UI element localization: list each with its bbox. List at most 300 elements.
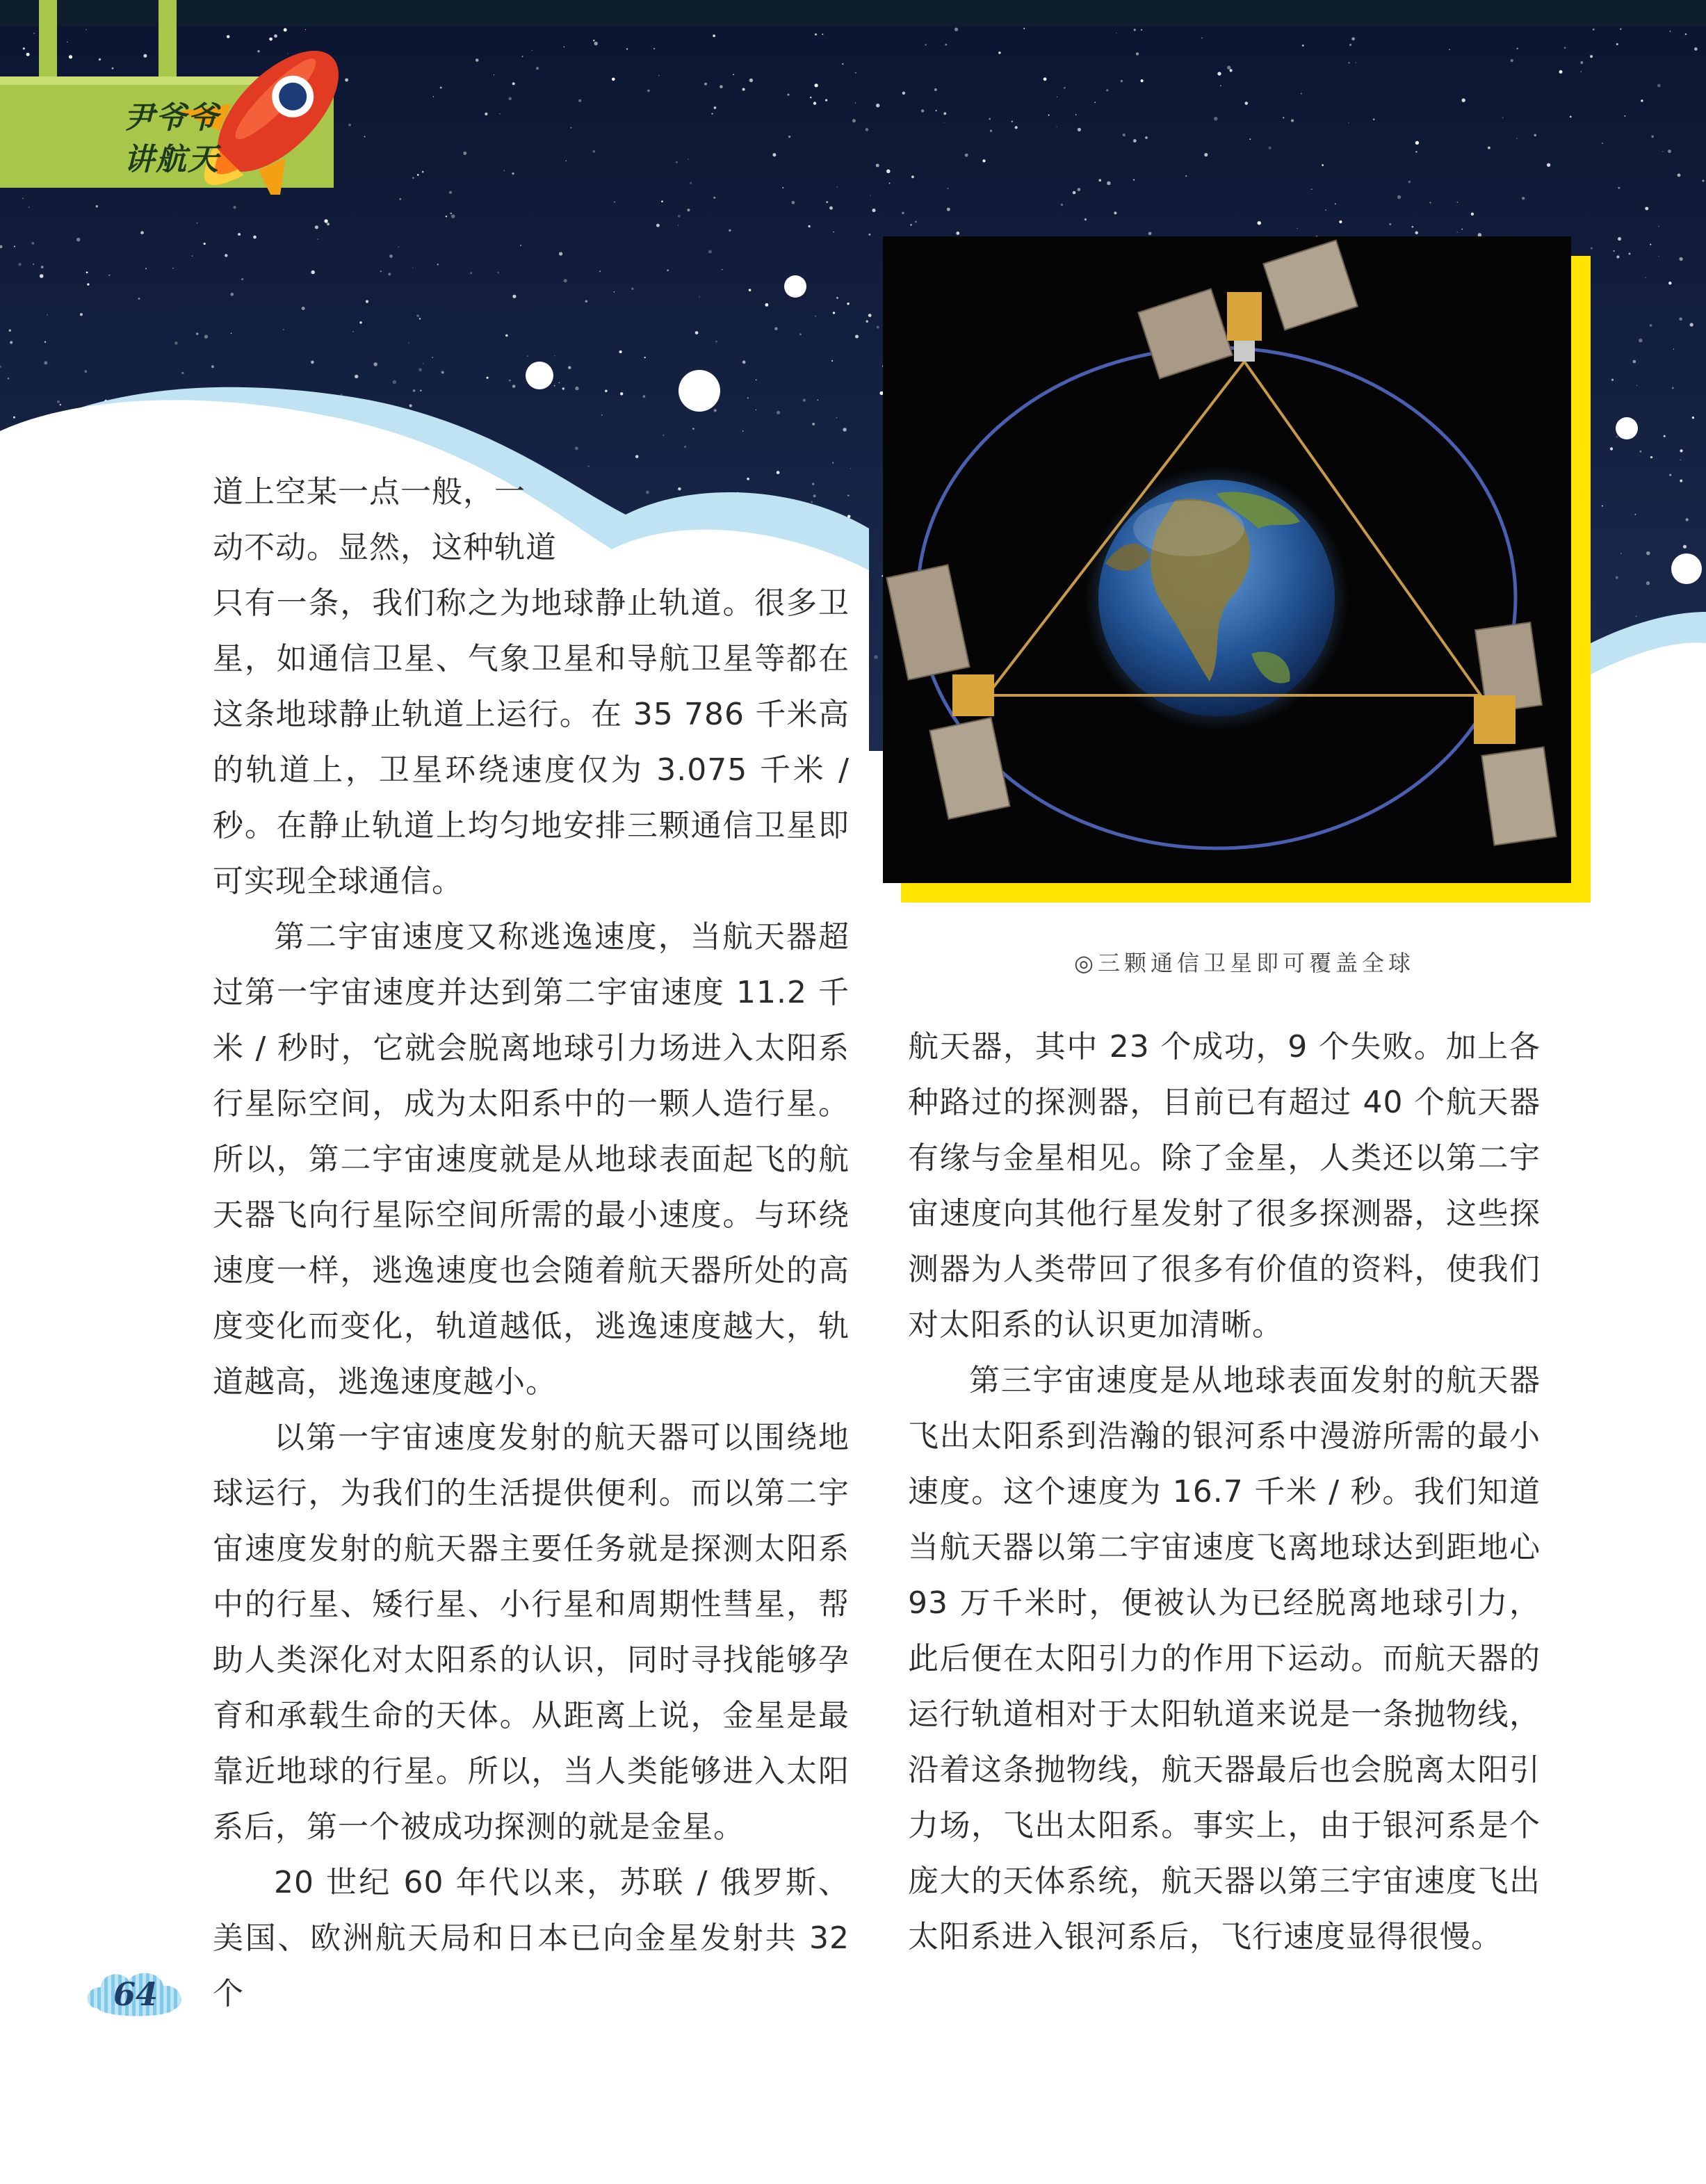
star [663, 435, 665, 436]
star [1098, 179, 1101, 181]
star [1291, 119, 1294, 122]
star [653, 48, 655, 49]
star [619, 350, 622, 353]
star [1502, 117, 1504, 118]
star [813, 494, 816, 497]
star [423, 363, 424, 364]
star [1015, 126, 1018, 129]
star [437, 264, 439, 265]
star [699, 296, 700, 298]
star [238, 233, 241, 236]
star [22, 197, 24, 199]
star [1230, 69, 1233, 72]
star [512, 295, 516, 298]
star [408, 342, 409, 343]
star [1217, 72, 1221, 75]
star [564, 279, 567, 282]
star [393, 380, 397, 385]
star [714, 106, 717, 109]
star [847, 302, 849, 305]
star [450, 213, 452, 214]
star [692, 428, 694, 430]
page-number-badge [83, 1966, 188, 2022]
star [441, 371, 444, 373]
star [947, 208, 950, 211]
star [1048, 115, 1050, 116]
star [1559, 70, 1563, 74]
star [504, 170, 505, 171]
star [1593, 29, 1595, 31]
section-title [113, 97, 231, 181]
star [211, 365, 214, 368]
star [876, 104, 879, 107]
star [315, 225, 318, 229]
star [1214, 117, 1218, 121]
star [910, 224, 912, 226]
star [1547, 163, 1550, 167]
star [872, 209, 875, 212]
star [1136, 52, 1139, 55]
star [1348, 122, 1349, 124]
star [253, 236, 257, 239]
star [1581, 71, 1582, 72]
star [324, 219, 327, 223]
star [592, 150, 595, 153]
star [1302, 45, 1304, 47]
star [29, 207, 30, 208]
star [868, 234, 870, 236]
star [1517, 48, 1518, 49]
star [241, 278, 243, 280]
star [1645, 277, 1646, 278]
star [1311, 188, 1313, 190]
star [998, 51, 1001, 54]
star [14, 246, 15, 248]
star [225, 254, 227, 257]
star [399, 198, 401, 200]
star [1610, 447, 1613, 450]
star [1686, 518, 1689, 521]
star [512, 82, 515, 85]
star [810, 97, 812, 99]
star [729, 229, 731, 232]
star [1668, 149, 1671, 153]
star [1123, 134, 1126, 136]
star [1373, 118, 1375, 120]
section-badge [0, 0, 348, 195]
star [1456, 232, 1458, 233]
star [419, 368, 422, 371]
star [925, 45, 927, 46]
star [836, 417, 838, 419]
star [413, 389, 416, 392]
star [40, 274, 44, 278]
star [945, 44, 948, 46]
star [1646, 551, 1650, 556]
star [1351, 38, 1355, 41]
star [1415, 232, 1418, 235]
star [554, 355, 555, 357]
star [836, 297, 838, 299]
star [1669, 474, 1671, 476]
star [1602, 505, 1603, 507]
star [1084, 218, 1087, 220]
star [1646, 581, 1650, 585]
star [1268, 147, 1271, 149]
star [380, 270, 382, 272]
star [635, 455, 639, 458]
star [559, 252, 562, 255]
star [1618, 237, 1621, 241]
star [811, 501, 813, 503]
star [1073, 191, 1076, 195]
star [1613, 250, 1614, 252]
star [1322, 164, 1324, 166]
text-line: 道上空某一点一般，一 [213, 474, 526, 510]
star [1650, 244, 1651, 245]
star [688, 209, 690, 211]
star [1679, 317, 1682, 321]
star [1415, 151, 1417, 153]
star [788, 136, 790, 138]
star [936, 110, 937, 111]
star [1677, 174, 1681, 177]
star [921, 109, 924, 112]
star [197, 223, 198, 224]
star [787, 94, 789, 96]
star [1662, 151, 1664, 152]
star [1094, 102, 1096, 103]
star [1641, 99, 1643, 102]
star [1673, 348, 1674, 349]
star [777, 471, 780, 474]
star [145, 268, 147, 269]
star [174, 341, 178, 345]
star [749, 79, 753, 82]
star [1339, 220, 1342, 223]
star [934, 88, 937, 91]
star [772, 153, 776, 156]
star [676, 161, 678, 163]
star [451, 214, 455, 218]
star [327, 223, 330, 225]
star [1703, 180, 1705, 182]
star [1680, 460, 1682, 461]
star [1692, 416, 1694, 419]
star [419, 318, 421, 320]
star [1397, 195, 1401, 199]
star [765, 303, 769, 307]
section-title-line-2: 讲航天 [124, 142, 220, 177]
article-left-top [213, 464, 713, 576]
star [1204, 153, 1208, 156]
star [412, 177, 414, 179]
star [774, 327, 778, 330]
star [620, 392, 623, 395]
star [1283, 117, 1284, 118]
star [742, 360, 746, 364]
star [782, 187, 783, 188]
satellite-illustration [883, 236, 1571, 883]
star [876, 163, 879, 167]
star [520, 245, 521, 246]
star [812, 423, 815, 426]
star [1633, 360, 1636, 364]
star [1658, 256, 1659, 257]
star [714, 409, 717, 412]
star [803, 399, 806, 402]
star [1639, 339, 1643, 343]
star [562, 387, 564, 389]
star [416, 314, 419, 317]
star [420, 390, 422, 392]
star [10, 341, 13, 343]
star [440, 87, 442, 89]
star [742, 430, 744, 432]
star [832, 462, 834, 464]
star [364, 136, 366, 138]
star [831, 360, 833, 362]
star [499, 113, 501, 115]
star [1220, 85, 1221, 86]
star [1645, 207, 1648, 210]
star [1415, 141, 1419, 145]
star [86, 271, 88, 273]
star [1611, 379, 1614, 381]
star [1335, 203, 1336, 204]
star [1679, 257, 1682, 261]
star [1064, 87, 1066, 89]
star [233, 206, 236, 209]
star [230, 293, 234, 296]
star [1690, 323, 1693, 326]
star [527, 355, 528, 357]
star [742, 88, 745, 90]
star [96, 205, 98, 207]
star [989, 118, 991, 120]
star [1616, 576, 1618, 579]
star [565, 160, 567, 161]
star [1591, 248, 1593, 250]
star [476, 58, 479, 62]
star [1325, 209, 1326, 211]
star [658, 75, 660, 76]
star [31, 242, 34, 245]
star [874, 655, 877, 658]
star [656, 224, 660, 227]
article-right-column [908, 1019, 1541, 1965]
star [855, 102, 856, 104]
star [954, 28, 958, 31]
star [733, 74, 734, 75]
paragraph: 第三宇宙速度是从地球表面发射的航天器飞出太阳系到浩瀚的银河系中漫游所需的最小速度。这个速度为 16.7 千米 / 秒。我们知道当航天器以第二宇宙速度飞离地球达到距地心 93 万千米时，便被认为已经脱离地球引力，此后便在太阳引力的作用下运动。而航天器的运行轨道相对于太阳轨道来说是一条抛物线，沿着这条抛物线，航天器最后也会脱离太阳引力场，飞出太阳系。事实上，由于银河系是个庞大的天体系统，航天器以第三宇宙速度飞出太阳系进入银河系后，飞行速度显得很慢。 [908, 1363, 1541, 1955]
star [1148, 232, 1152, 235]
star [911, 176, 914, 179]
star [605, 389, 608, 392]
star [1672, 387, 1674, 389]
star [485, 113, 487, 115]
star [18, 263, 21, 266]
star [509, 380, 511, 382]
star [825, 99, 827, 101]
star [1570, 116, 1572, 118]
star [847, 494, 849, 496]
star [1636, 616, 1637, 617]
star [1461, 229, 1463, 230]
star [1685, 33, 1687, 35]
star [722, 269, 723, 270]
star [715, 341, 717, 343]
figure [883, 236, 1571, 883]
star [536, 67, 539, 70]
star [982, 159, 985, 162]
star [777, 411, 780, 414]
star [311, 361, 314, 364]
star [1389, 223, 1391, 225]
star [1121, 80, 1123, 82]
star [1640, 451, 1642, 453]
star [695, 331, 699, 334]
star [87, 283, 89, 285]
star [1145, 136, 1148, 139]
star [1657, 84, 1661, 88]
star [1636, 385, 1637, 386]
star [359, 321, 361, 323]
star [1616, 436, 1618, 438]
star [449, 191, 452, 193]
star [283, 329, 284, 330]
star [626, 48, 628, 49]
star [389, 254, 393, 258]
star [1057, 97, 1058, 98]
star [1522, 197, 1525, 200]
star [614, 201, 615, 202]
star [1650, 324, 1652, 327]
star [886, 170, 891, 174]
star [1078, 188, 1081, 191]
star [44, 341, 46, 343]
star [889, 183, 891, 184]
star [1634, 514, 1636, 515]
star [398, 246, 400, 248]
star [902, 92, 905, 95]
star [877, 326, 879, 329]
star [631, 288, 633, 290]
star [446, 216, 447, 217]
star [41, 266, 44, 268]
star [355, 375, 358, 378]
star [1107, 181, 1111, 186]
star [433, 96, 434, 97]
star [815, 33, 817, 35]
star [554, 385, 555, 386]
star [578, 99, 581, 102]
star [348, 124, 351, 127]
star [366, 300, 368, 302]
star [1680, 449, 1682, 452]
star [1471, 213, 1474, 216]
star [204, 243, 206, 245]
star [990, 130, 992, 132]
star [642, 395, 645, 398]
star [204, 335, 208, 339]
star [684, 446, 686, 448]
star [84, 370, 87, 373]
star [1133, 179, 1135, 181]
star [1488, 147, 1490, 149]
star [688, 159, 689, 160]
star [432, 357, 433, 358]
star [1616, 43, 1618, 45]
star [1227, 65, 1230, 69]
star [138, 298, 140, 300]
satellite-photo [883, 236, 1571, 883]
star [612, 78, 615, 81]
star [1618, 187, 1620, 189]
star [1457, 202, 1459, 203]
star [799, 333, 802, 335]
star [829, 207, 833, 210]
star [1185, 175, 1187, 177]
star [1043, 77, 1047, 81]
star [512, 172, 514, 175]
article-left-column [213, 576, 850, 2022]
star [1258, 221, 1261, 225]
star [1620, 29, 1622, 31]
star [302, 307, 305, 310]
star [1201, 38, 1203, 39]
star [1349, 44, 1351, 46]
star [747, 478, 749, 480]
star [575, 446, 578, 450]
star [1012, 121, 1013, 122]
star [1590, 55, 1593, 58]
star [667, 269, 669, 271]
star [417, 174, 419, 176]
star [1516, 138, 1518, 139]
star [13, 416, 15, 419]
star [311, 270, 315, 274]
star [915, 221, 917, 223]
star [833, 312, 835, 314]
star [749, 289, 752, 291]
star [713, 197, 715, 199]
paragraph: 航天器，其中 23 个成功，9 个失败。加上各种路过的探测器，目前已有超过 40 个航天器有缘与金星相见。除了金星，人类还以第二宇宙速度向其他行星发射了很多探测器，这些探测器为人类带回了很多有价值的资料，使我们对太阳系的认识更加清晰。 [908, 1029, 1541, 1343]
star [44, 362, 47, 365]
star [814, 83, 818, 87]
star [822, 33, 823, 35]
star [1133, 139, 1137, 143]
star [661, 200, 663, 202]
star [1106, 89, 1108, 91]
star [9, 330, 12, 332]
figure-caption: ◎三颗通信卫星即可覆盖全球 [1074, 950, 1415, 976]
star [1462, 99, 1465, 102]
star [470, 272, 472, 274]
star [1650, 456, 1652, 458]
paragraph: 只有一条，我们称之为地球静止轨道。很多卫星，如通信卫星、气象卫星和导航卫星等都在这条地球静止轨道上运行。在 35 786 千米高的轨道上，卫星环绕速度仅为 3.075 千米 / 秒。在静止轨道上均匀地安排三颗通信卫星即可实现全球通信。 [213, 585, 850, 899]
star [231, 332, 232, 334]
star [1412, 226, 1414, 228]
star [1620, 553, 1622, 554]
star [1668, 282, 1671, 284]
star [412, 267, 414, 268]
star [463, 152, 466, 155]
star [713, 35, 715, 38]
star [192, 255, 193, 257]
star [678, 215, 681, 218]
star [1249, 138, 1251, 140]
